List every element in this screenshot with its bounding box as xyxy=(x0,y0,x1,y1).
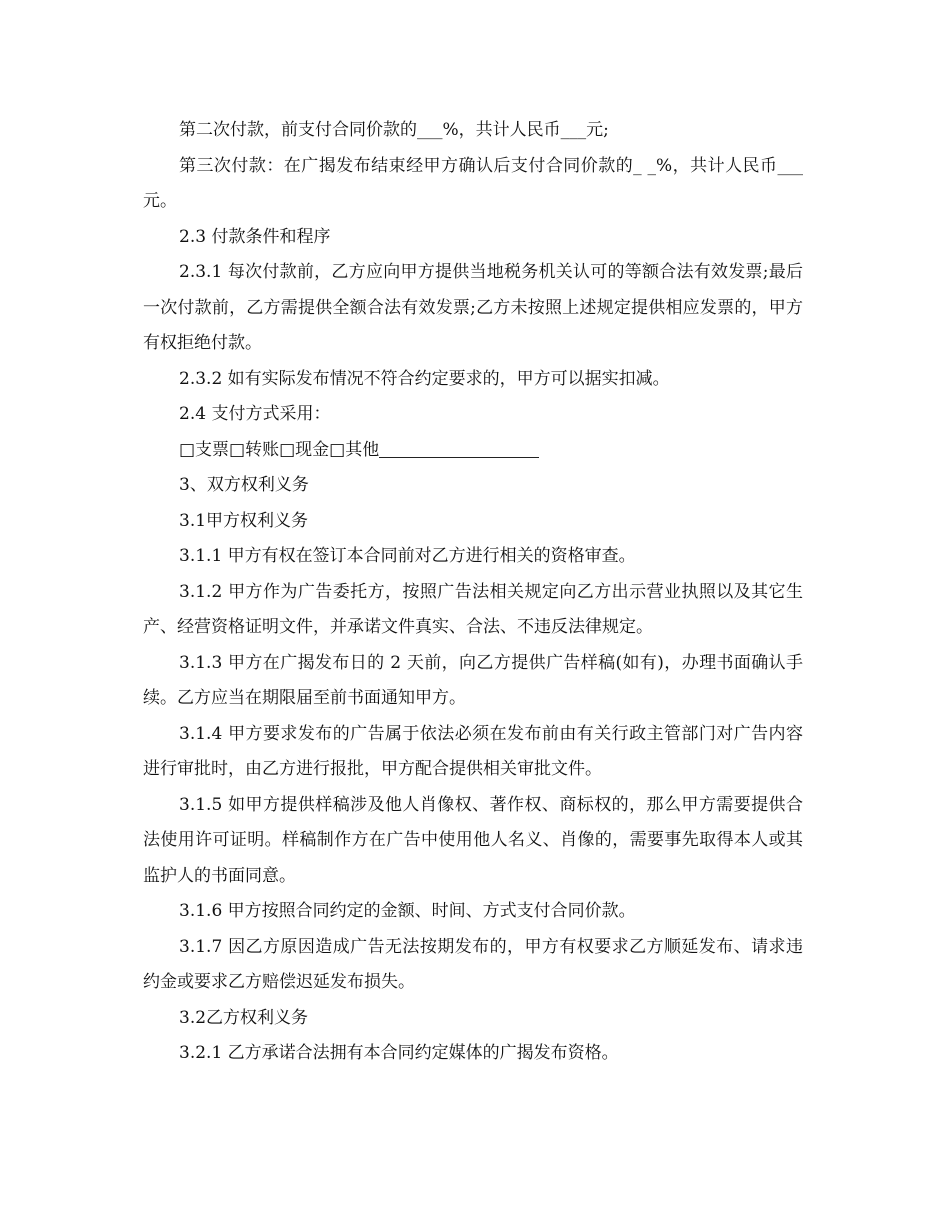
other-method-blank xyxy=(379,439,539,458)
paragraph-3-1-7: 3.1.7 因乙方原因造成广告无法按期发布的，甲方有权要求乙方顺延发布、请求违约金或要求乙方赔偿迟延发布损失。 xyxy=(143,936,803,992)
heading-party-a-rights: 3.1甲方权利义务 xyxy=(179,510,309,531)
paragraph-3-1-3: 3.1.3 甲方在广揭发布日的 2 天前，向乙方提供广告样稿(如有)，办理书面确认手续。乙方应当在期限届至前书面通知甲方。 xyxy=(143,652,803,708)
paragraph-3-1-6: 3.1.6 甲方按照合同约定的金额、时间、方式支付合同价款。 xyxy=(179,901,636,921)
paragraph-second-payment: 第二次付款，前支付合同价款的___%，共计人民币___元; xyxy=(179,120,609,140)
paragraph-3-2-1: 3.2.1 乙方承诺合法拥有本合同约定媒体的广揭发布资格。 xyxy=(179,1043,619,1063)
paragraph-3-1-4: 3.1.4 甲方要求发布的广告属于依法必须在发布前由有关行政主管部门对广告内容进行审批时，由乙方进行报批，甲方配合提供相关审批文件。 xyxy=(143,723,803,779)
heading-party-b-rights: 3.2乙方权利义务 xyxy=(179,1007,309,1028)
payment-method-options-text: □支票□转账□现金□其他 xyxy=(179,439,380,460)
paragraph-2-3-1: 2.3.1 每次付款前，乙方应向甲方提供当地税务机关认可的等额合法有效发票;最后一次付款前，乙方需提供全额合法有效发票;乙方未按照上述规定提供相应发票的，甲方有权拒绝付款。 xyxy=(143,262,803,353)
paragraph-third-payment: 第三次付款：在广揭发布结束经甲方确认后支付合同价款的_ _%，共计人民币___元。 xyxy=(143,155,803,211)
heading-rights-obligations: 3、双方权利义务 xyxy=(179,475,309,495)
payment-method-options xyxy=(143,433,803,469)
heading-payment-method: 2.4 支付方式采用： xyxy=(179,404,331,424)
paragraph-3-1-2: 3.1.2 甲方作为广告委托方，按照广告法相关规定向乙方出示营业执照以及其它生产、经营资格证明文件，并承诺文件真实、合法、不违反法律规定。 xyxy=(143,581,803,637)
heading-payment-conditions: 2.3 付款条件和程序 xyxy=(179,226,331,247)
paragraph-3-1-5: 3.1.5 如甲方提供样稿涉及他人肖像权、著作权、商标权的，那么甲方需要提供合法使用许可证明。样稿制作方在广告中使用他人名义、肖像的，需要事先取得本人或其监护人的书面同意。 xyxy=(143,794,803,886)
paragraph-2-3-2: 2.3.2 如有实际发布情况不符合约定要求的，甲方可以据实扣减。 xyxy=(179,368,670,389)
document-body xyxy=(143,113,803,1072)
paragraph-3-1-1: 3.1.1 甲方有权在签订本合同前对乙方进行相关的资格审查。 xyxy=(179,546,636,566)
